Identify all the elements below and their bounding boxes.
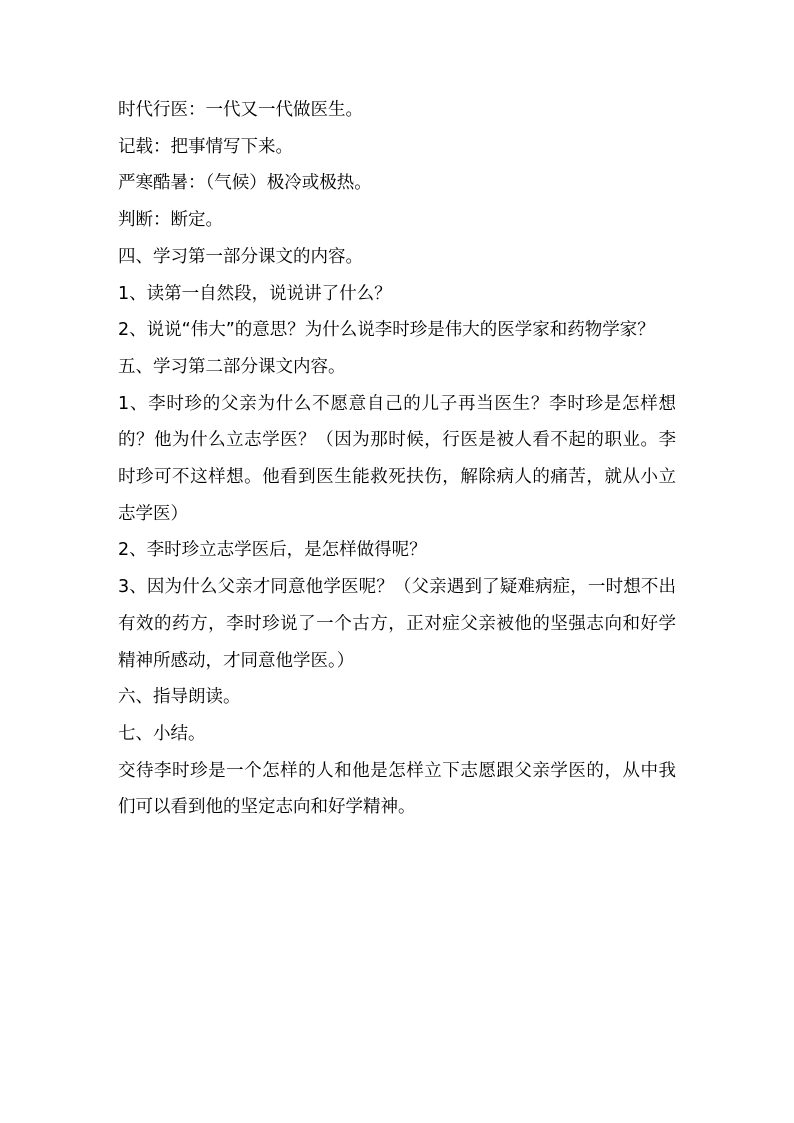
- section-heading-five: 五、学习第二部分课文内容。: [118, 356, 346, 377]
- paragraph-definition-jizai: 记载：把事情写下来。: [118, 136, 293, 157]
- question-item: 2、说说“伟大”的意思？为什么说李时珍是伟大的医学家和药物学家？: [118, 320, 655, 341]
- paragraph-definition-panduan: 判断：断定。: [118, 210, 223, 231]
- section-heading-four: 四、学习第一部分课文的内容。: [118, 246, 363, 267]
- question-item: 1、李时珍的父亲为什么不愿意自己的儿子再当医生？李时珍是怎样想的？他为什么立志学医？（因为那时候，行医是被人看不起的职业。李时珍可不这样想。他看到医生能救死扶伤，解除病人的痛苦，就从小立志学医）: [118, 393, 676, 524]
- paragraph-definition-shidai-xingyi: 时代行医：一代又一代做医生。: [118, 100, 363, 120]
- question-item: 1、读第一自然段，说说讲了什么？: [118, 283, 392, 304]
- section-heading-six: 六、指导朗读。: [118, 687, 241, 708]
- section-heading-seven: 七、小结。: [118, 723, 206, 744]
- document-body: [118, 92, 676, 826]
- paragraph-definition-yanhan-kushu: 严寒酷暑：（气候）极冷或极热。: [118, 173, 372, 194]
- summary-paragraph: 交待李时珍是一个怎样的人和他是怎样立下志愿跟父亲学医的，从中我们可以看到他的坚定志向和好学精神。: [118, 760, 676, 818]
- question-item: 3、因为什么父亲才同意他学医呢？（父亲遇到了疑难病症，一时想不出有效的药方，李时珍说了一个古方，正对症父亲被他的坚强志向和好学精神所感动，才同意他学医。）: [118, 577, 676, 671]
- question-item: 2、李时珍立志学医后，是怎样做得呢？: [118, 540, 427, 561]
